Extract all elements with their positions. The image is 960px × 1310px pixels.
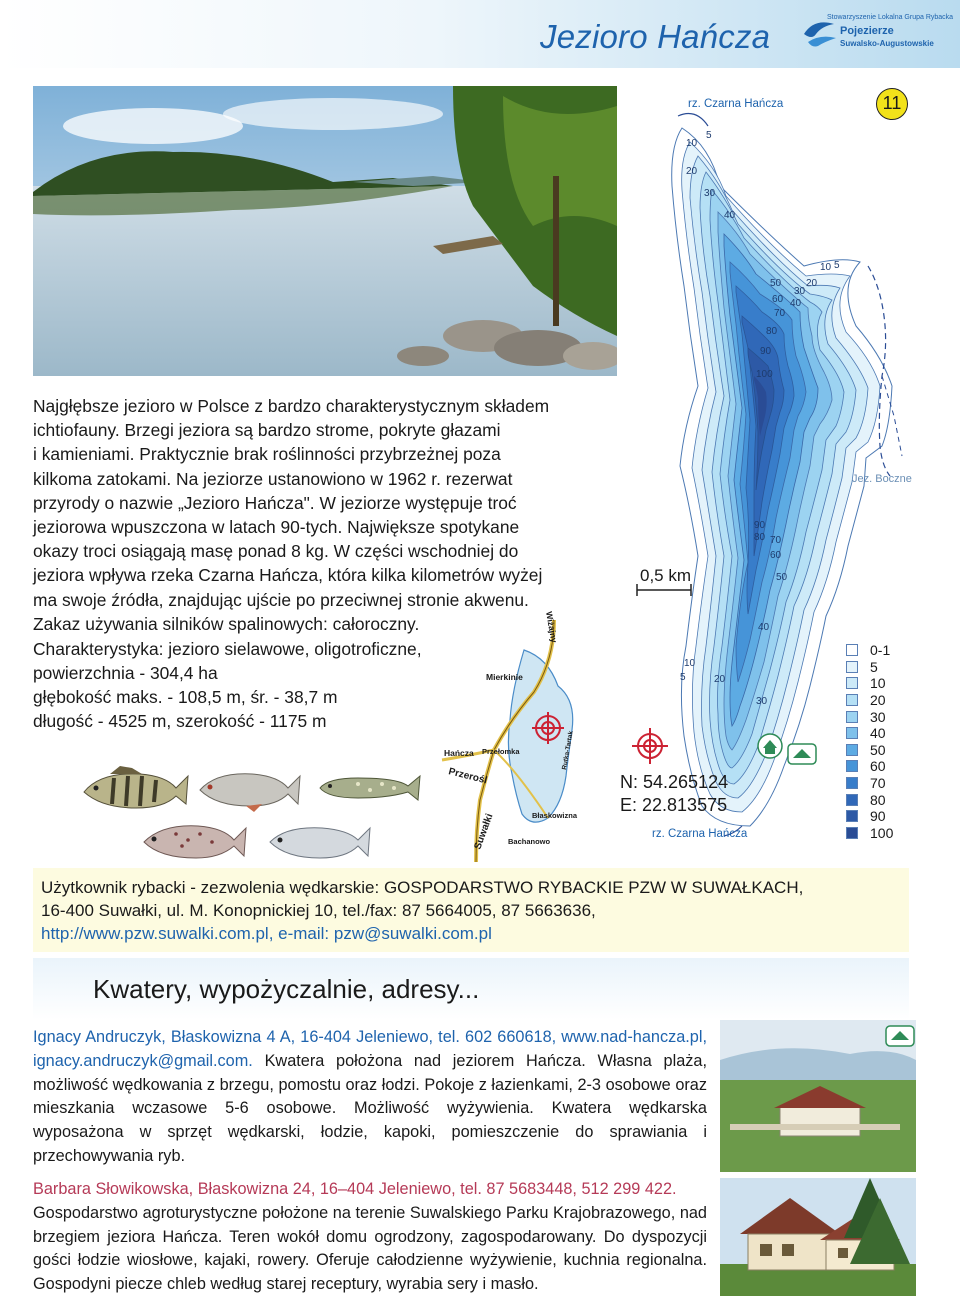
depth-label: 90 (754, 520, 766, 531)
legend-label: 0-1 (870, 642, 891, 659)
legend-row (846, 742, 946, 759)
page-title: Jezioro Hańcza (540, 18, 771, 55)
depth-label: 40 (724, 210, 736, 221)
map-label-hancza: Hańcza (444, 748, 474, 758)
page-number: 11 (876, 88, 908, 120)
depth-label: 40 (758, 622, 770, 633)
depth-label: 30 (756, 696, 768, 707)
page-header (0, 0, 960, 68)
scale-label: 0,5 km (640, 566, 692, 585)
legend-row (846, 708, 946, 725)
listing-entry (33, 1026, 707, 1169)
legend-swatch (846, 827, 858, 839)
depth-label: 100 (756, 369, 773, 380)
listing-description: Kwatera położona nad jeziorem Hańcza. Własna plaża, możliwość wędkowania z brzegu, pomostu oraz łodzi. Pokoje z łazienkami, 2-3 osobowe oraz mieszkania wczasowe 5-6 osobowe. Możliwość wyżywienia. Kwatera wędkarska wyposażona w sprzęt wędkarski, łodzie, kapoki, pomieszczenie do sprawiania i przechowywania ryb. (33, 1051, 707, 1165)
legend-swatch (846, 677, 858, 689)
map-label-suwalki: Suwałki (472, 812, 496, 852)
roach-icon (196, 766, 302, 812)
legend-row (846, 825, 946, 842)
depth-label: 80 (754, 532, 766, 543)
depth-label: 30 (704, 188, 716, 199)
depth-label: 20 (714, 674, 726, 685)
river-label-top: rz. Czarna Hańcza (688, 98, 784, 110)
section-header (33, 958, 909, 1020)
legend-row (846, 659, 946, 676)
longitude: E: 22.813575 (620, 795, 728, 815)
depth-label: 70 (774, 308, 786, 319)
legend-swatch (846, 694, 858, 706)
legend-swatch (846, 794, 858, 806)
legend-label: 90 (870, 808, 886, 825)
perch-icon (80, 764, 190, 816)
map-label-blaskowizna: Błaskowizna (532, 811, 578, 820)
depth-label: 20 (806, 278, 818, 289)
legend-row (846, 725, 946, 742)
legend-label: 30 (870, 708, 886, 725)
scale-bar (636, 584, 692, 596)
logo-small-text: Stowarzyszenie Lokalna Grupa Rybacka (827, 14, 954, 21)
map-label-rutka: Rutka-Tartak (561, 730, 575, 771)
description-line: przyrody o nazwie „Jezioro Hańcza". W jeziorze występuje troć (33, 492, 517, 513)
depth-label: 60 (770, 550, 782, 561)
characteristics-line: Charakterystyka: jezioro sielawowe, oligotroficzne, (33, 639, 422, 659)
depth-label: 10 (684, 658, 696, 669)
crosshair-marker-icon (632, 728, 668, 764)
trout-icon (140, 820, 248, 862)
depth-legend (846, 642, 946, 841)
legend-label: 70 (870, 775, 886, 792)
whitefish-icon (266, 822, 372, 862)
description-line: ma swoje źródła, znajdując ujście po przeciwnej stronie akwenu. (33, 589, 529, 610)
description-line: okazy troci osiągają masę ponad 8 kg. W części wschodniej do (33, 541, 519, 562)
legend-swatch (846, 810, 858, 822)
lake-photo (33, 86, 617, 376)
depth-label: 10 (686, 138, 698, 149)
characteristics-line: powierzchnia - 304,4 ha (33, 663, 218, 683)
permit-link[interactable]: http://www.pzw.suwalki.com.pl, e-mail: pzw@suwalki.com.pl (41, 924, 492, 943)
legend-row (846, 692, 946, 709)
house-marker-icon (758, 734, 782, 758)
depth-label: 70 (770, 535, 782, 546)
legend-swatch (846, 727, 858, 739)
permit-box (33, 868, 909, 952)
map-label-wizajny: Wiżajny (544, 610, 560, 644)
description-line: kilkoma zatokami. Na jeziorze ustanowiono w 1962 r. rezerwat (33, 468, 513, 489)
logo-name: Pojezierze (840, 25, 894, 37)
map-label-przelomka: Przełomka (482, 747, 520, 756)
characteristics-line: długość - 4525 m, szerokość - 1175 m (33, 711, 327, 731)
map-label-mierkinie: Mierkinie (486, 672, 523, 682)
legend-row (846, 775, 946, 792)
legend-row (846, 642, 946, 659)
legend-label: 5 (870, 658, 878, 675)
legend-swatch (846, 711, 858, 723)
legend-label: 60 (870, 758, 886, 775)
depth-label: 5 (834, 260, 840, 271)
description-line: Najgłębsze jezioro w Polsce z bardzo charakterystycznym składem (33, 396, 550, 416)
legend-swatch (846, 661, 858, 673)
description-line: ichtiofauny. Brzegi jeziora są bardzo strome, pokryte głazami (33, 420, 501, 441)
map-label-bachanowo: Bachanowo (508, 837, 551, 846)
description-line: i kamieniami. Praktycznie brak roślinności przybrzeżnej poza (33, 444, 501, 465)
legend-label: 20 (870, 692, 886, 709)
guesthouse-photo (720, 1020, 916, 1172)
description-line: jeziorowa wpuszczona w latach 90-tych. Największe spotykane (33, 517, 520, 538)
description-line: Zakaz używania silników spalinowych: całoroczny. (33, 613, 420, 634)
pike-icon (318, 770, 422, 806)
permit-line: 16-400 Suwałki, ul. M. Konopnickiej 10, tel./fax: 87 5664005, 87 5663636, (41, 901, 596, 920)
description-line: jeziora wpływa rzeka Czarna Hańcza, która kilka kilometrów wyżej (33, 565, 543, 586)
lgr-logo (800, 10, 954, 58)
listing-contact: Barbara Słowikowska, Błaskowizna 24, 16–404 Jeleniewo, tel. 87 5683448, 512 299 422. (33, 1180, 677, 1198)
legend-label: 50 (870, 741, 886, 758)
characteristics-line: głębokość maks. - 108,5 m, śr. - 38,7 m (33, 687, 338, 707)
farmhouse-photo (720, 1178, 916, 1296)
depth-label: 5 (680, 672, 686, 683)
fishing-badge-icon (886, 1026, 914, 1046)
permit-line: Użytkownik rybacki - zezwolenia wędkarskie: GOSPODARSTWO RYBACKIE PZW W SUWAŁKACH, (41, 878, 804, 897)
logo-subtitle: Suwalsko-Augustowskie (840, 39, 934, 48)
listing-contact[interactable]: Ignacy Andruczyk, Błaskowizna 4 A, 16-404 Jeleniewo, tel. 602 660618, www.nad-hancza.pl, ignacy.andruczyk@gmail.com. (33, 1028, 707, 1070)
depth-label: 50 (776, 572, 788, 583)
legend-label: 100 (870, 824, 894, 841)
latitude: N: 54.265124 (620, 772, 729, 792)
depth-label: 10 (820, 262, 832, 273)
depth-label: 5 (706, 130, 712, 141)
neighbour-lake-label: Jez. Boczne (852, 473, 912, 485)
legend-row (846, 675, 946, 692)
depth-label: 80 (766, 326, 778, 337)
depth-label: 30 (794, 286, 806, 297)
river-label-bottom: rz. Czarna Hańcza (652, 828, 748, 840)
legend-label: 40 (870, 725, 886, 742)
legend-swatch (846, 744, 858, 756)
legend-swatch (846, 777, 858, 789)
listing-entry (33, 1178, 707, 1297)
section-title: Kwatery, wypożyczalnie, adresy... (93, 974, 480, 1004)
legend-label: 80 (870, 791, 886, 808)
legend-swatch (846, 644, 858, 656)
legend-label: 10 (870, 675, 886, 692)
location-minimap (436, 600, 616, 870)
depth-label: 90 (760, 346, 772, 357)
map-label-przerosl: Przerośl (447, 766, 489, 787)
depth-label: 60 (772, 294, 784, 305)
legend-row (846, 791, 946, 808)
depth-label: 20 (686, 166, 698, 177)
fishing-marker-icon (788, 744, 816, 764)
fish-illustrations (70, 760, 430, 870)
depth-label: 40 (790, 298, 802, 309)
depth-label: 50 (770, 278, 782, 289)
legend-row (846, 808, 946, 825)
legend-swatch (846, 760, 858, 772)
listing-description: Gospodarstwo agroturystyczne położone na terenie Suwalskiego Parku Krajobrazowego, nad brzegiem jeziora Hańcza. Teren wokół domu ogrodzony, zagospodarowany. Do dyspozycji gości łodzie wiosłowe, kajaki, rowery. Oferuje całodzienne wyżywienie, kuchnia regionalna. Gospodyni piecze chleb według starej receptury, wyrabia sery i masło. (33, 1203, 707, 1294)
legend-row (846, 758, 946, 775)
